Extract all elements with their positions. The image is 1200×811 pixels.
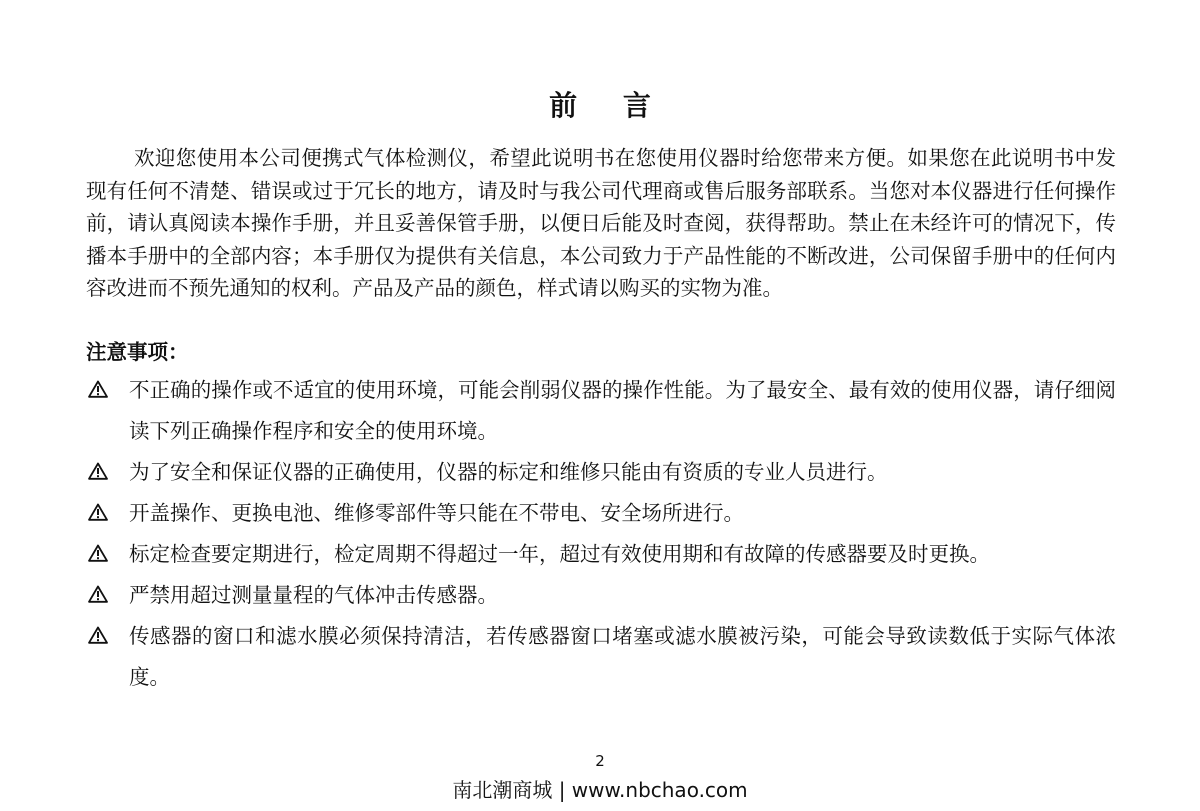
warning-triangle-icon — [88, 585, 108, 603]
warning-triangle-icon — [88, 380, 108, 398]
note-item — [86, 370, 1116, 452]
note-text: 传感器的窗口和滤水膜必须保持清洁，若传感器窗口堵塞或滤水膜被污染，可能会导致读数低于实际气体浓度。 — [129, 624, 1116, 689]
note-item — [86, 493, 1116, 534]
note-item — [86, 452, 1116, 493]
note-item — [86, 616, 1116, 698]
warning-triangle-icon — [88, 462, 108, 480]
warning-triangle-icon — [88, 626, 108, 644]
note-text: 标定检查要定期进行，检定周期不得超过一年，超过有效使用期和有故障的传感器要及时更换。 — [129, 542, 990, 566]
note-item — [86, 534, 1116, 575]
note-text: 开盖操作、更换电池、维修零部件等只能在不带电、安全场所进行。 — [129, 501, 744, 525]
intro-paragraph: 欢迎您使用本公司便携式气体检测仪，希望此说明书在您使用仪器时给您带来方便。如果您在此说明书中发现有任何不清楚、错误或过于冗长的地方，请及时与我公司代理商或售后服务部联系。当您对本仪器进行任何操作前，请认真阅读本操作手册，并且妥善保管手册，以便日后能及时查阅，获得帮助。禁止在未经许可的情况下，传播本手册中的全部内容；本手册仅为提供有关信息，本公司致力于产品性能的不断改进，公司保留手册中的任何内容改进而不预先通知的权利。产品及产品的颜色，样式请以购买的实物为准。 — [86, 146, 1116, 300]
warning-triangle-icon — [88, 544, 108, 562]
note-text: 不正确的操作或不适宜的使用环境，可能会削弱仪器的操作性能。为了最安全、最有效的使用仪器，请仔细阅读下列正确操作程序和安全的使用环境。 — [129, 378, 1116, 443]
page-number: 2 — [595, 752, 605, 770]
notes-heading: 注意事项： — [86, 340, 189, 364]
notes-list — [86, 370, 1116, 698]
footer-brand: 南北潮商城 | www.nbchao.com — [452, 778, 748, 802]
note-text: 为了安全和保证仪器的正确使用，仪器的标定和维修只能由有资质的专业人员进行。 — [129, 460, 888, 484]
note-item — [86, 575, 1116, 616]
note-text: 严禁用超过测量量程的气体冲击传感器。 — [129, 583, 498, 607]
page-title: 前 言 — [549, 89, 669, 122]
warning-triangle-icon — [88, 503, 108, 521]
